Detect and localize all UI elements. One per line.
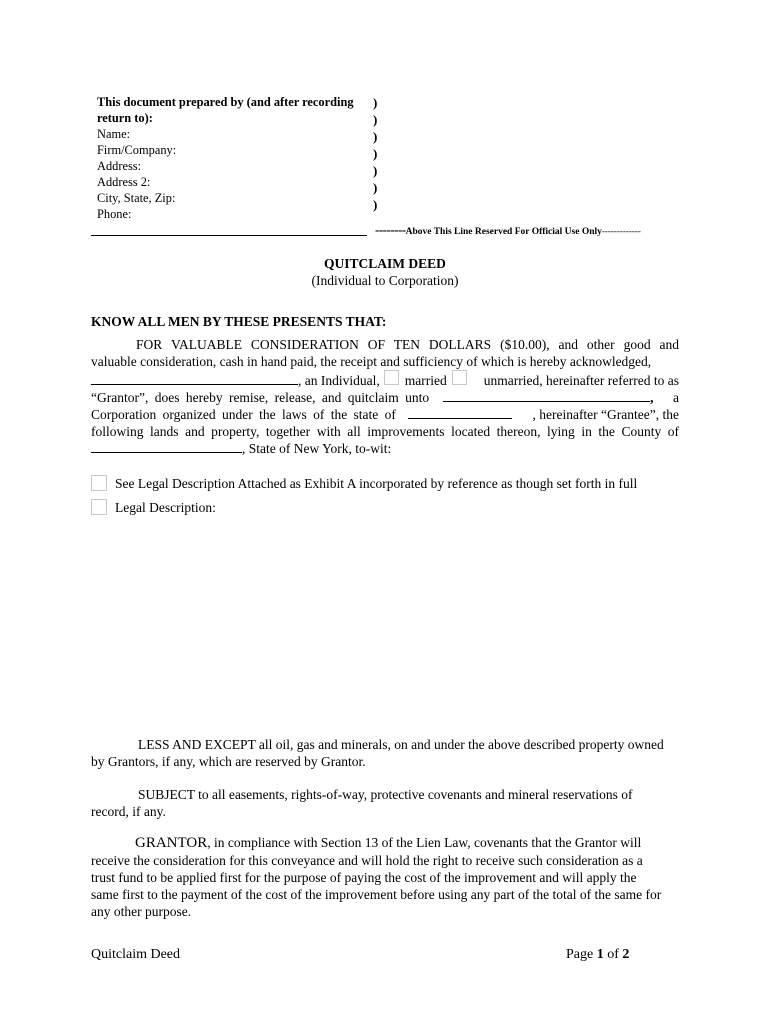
bracket: ) bbox=[373, 112, 378, 127]
lien-law-line-4: same first to the payment of the cost of the improvement before using any part of the total of the same for bbox=[91, 887, 662, 902]
prepared-by-block bbox=[97, 94, 367, 222]
unmarried-checkbox[interactable] bbox=[452, 370, 467, 385]
consideration-line-2: valuable consideration, cash in hand paid, the receipt and sufficiency of which is hereby acknowledged, bbox=[91, 354, 652, 369]
grantee-comma: , bbox=[650, 390, 654, 405]
state-of-new-york-text: , State of New York, to-wit: bbox=[242, 441, 392, 456]
footer-document-name: Quitclaim Deed bbox=[91, 947, 181, 962]
document-subtitle: (Individual to Corporation) bbox=[311, 273, 459, 288]
consideration-line-1: FOR VALUABLE CONSIDERATION OF TEN DOLLARS ($10.00), and other good and bbox=[136, 337, 679, 352]
less-except-line-2: by Grantors, if any, which are reserved by Grantor. bbox=[91, 754, 366, 769]
lien-law-paragraph bbox=[91, 834, 691, 920]
county-field[interactable] bbox=[91, 440, 242, 453]
lien-law-line-2: receive the consideration for this conveyance and will hold the right to receive such consideration as a bbox=[91, 853, 643, 868]
document-title: QUITCLAIM DEED bbox=[324, 256, 446, 271]
married-label: married bbox=[404, 373, 447, 388]
exhibit-a-option bbox=[91, 475, 637, 492]
recording-divider-line bbox=[91, 235, 367, 236]
consideration-line-6: following lands and property, together with all improvements located thereon, lying in the County of bbox=[91, 424, 679, 439]
consideration-line-3 bbox=[91, 370, 679, 389]
address-field-label: Address: bbox=[97, 159, 142, 173]
lien-law-line-1 bbox=[91, 834, 691, 852]
subject-to-paragraph bbox=[91, 786, 681, 820]
page-total: 2 bbox=[622, 947, 630, 962]
corporation-text: Corporation organized under the laws of the state of bbox=[91, 407, 396, 422]
exhibit-a-checkbox[interactable] bbox=[91, 475, 107, 491]
lien-law-line-1-rest: , in compliance with Section 13 of the Lien Law, covenants that the Grantor will bbox=[207, 835, 642, 850]
grantor-text: “Grantor”, does hereby remise, release, and quitclaim unto bbox=[91, 390, 430, 405]
bracket: ) bbox=[373, 197, 378, 212]
grantor-name-field[interactable] bbox=[91, 372, 298, 385]
subject-to-line-1: SUBJECT to all easements, rights-of-way, protective covenants and mineral reservations of bbox=[138, 787, 633, 802]
consideration-line-7 bbox=[91, 440, 679, 457]
lien-law-line-5: any other purpose. bbox=[91, 904, 192, 919]
official-use-text: Above This Line Reserved For Official Use Only bbox=[405, 227, 602, 237]
state-of-incorporation-field[interactable] bbox=[408, 406, 512, 419]
consideration-line-4 bbox=[91, 389, 679, 406]
married-checkbox[interactable] bbox=[384, 370, 399, 385]
consideration-paragraph bbox=[91, 336, 679, 457]
legal-description-option bbox=[91, 499, 216, 516]
official-use-dashes-right: ------------- bbox=[601, 226, 641, 236]
legal-description-checkbox[interactable] bbox=[91, 499, 107, 515]
grantee-name-field[interactable] bbox=[443, 389, 650, 402]
bracket-column bbox=[373, 94, 377, 213]
page-word: Page bbox=[566, 947, 594, 962]
subject-to-line-2: record, if any. bbox=[91, 804, 166, 819]
prepared-by-heading-cont: return to): bbox=[97, 111, 153, 125]
hereinafter-grantee-text: , hereinafter “Grantee”, the bbox=[532, 407, 679, 422]
exhibit-a-label: See Legal Description Attached as Exhibit A incorporated by reference as though set forth in full bbox=[115, 476, 638, 491]
page-current: 1 bbox=[596, 947, 604, 962]
footer-page-number bbox=[566, 947, 629, 963]
lien-law-line-3: trust fund to be applied first for the purpose of paying the cost of the improvement and will apply the bbox=[91, 870, 637, 885]
grantor-word: GRANTOR bbox=[135, 835, 208, 851]
bracket: ) bbox=[373, 129, 378, 144]
address2-field-label: Address 2: bbox=[97, 175, 151, 189]
prepared-by-heading: This document prepared by (and after recording bbox=[97, 95, 354, 109]
official-use-dashes-left: -------- bbox=[375, 222, 406, 237]
of-word: of bbox=[607, 947, 619, 962]
article-a: a bbox=[673, 390, 679, 405]
less-except-line-1: LESS AND EXCEPT all oil, gas and minerals, on and under the above described property owned bbox=[138, 737, 664, 752]
bracket: ) bbox=[373, 95, 378, 110]
bracket: ) bbox=[373, 146, 378, 161]
bracket: ) bbox=[373, 180, 378, 195]
less-except-paragraph bbox=[91, 736, 681, 770]
phone-field-label: Phone: bbox=[97, 207, 132, 221]
bracket: ) bbox=[373, 163, 378, 178]
official-use-line bbox=[375, 222, 641, 238]
know-all-heading: KNOW ALL MEN BY THESE PRESENTS THAT: bbox=[91, 314, 387, 329]
consideration-line-5 bbox=[91, 406, 679, 423]
name-field-label: Name: bbox=[97, 127, 131, 141]
legal-description-label: Legal Description: bbox=[115, 500, 216, 515]
city-state-zip-field-label: City, State, Zip: bbox=[97, 191, 176, 205]
unmarried-label: unmarried, hereinafter referred to as bbox=[483, 373, 679, 388]
an-individual-text: , an Individual, bbox=[298, 373, 380, 388]
firm-field-label: Firm/Company: bbox=[97, 143, 177, 157]
